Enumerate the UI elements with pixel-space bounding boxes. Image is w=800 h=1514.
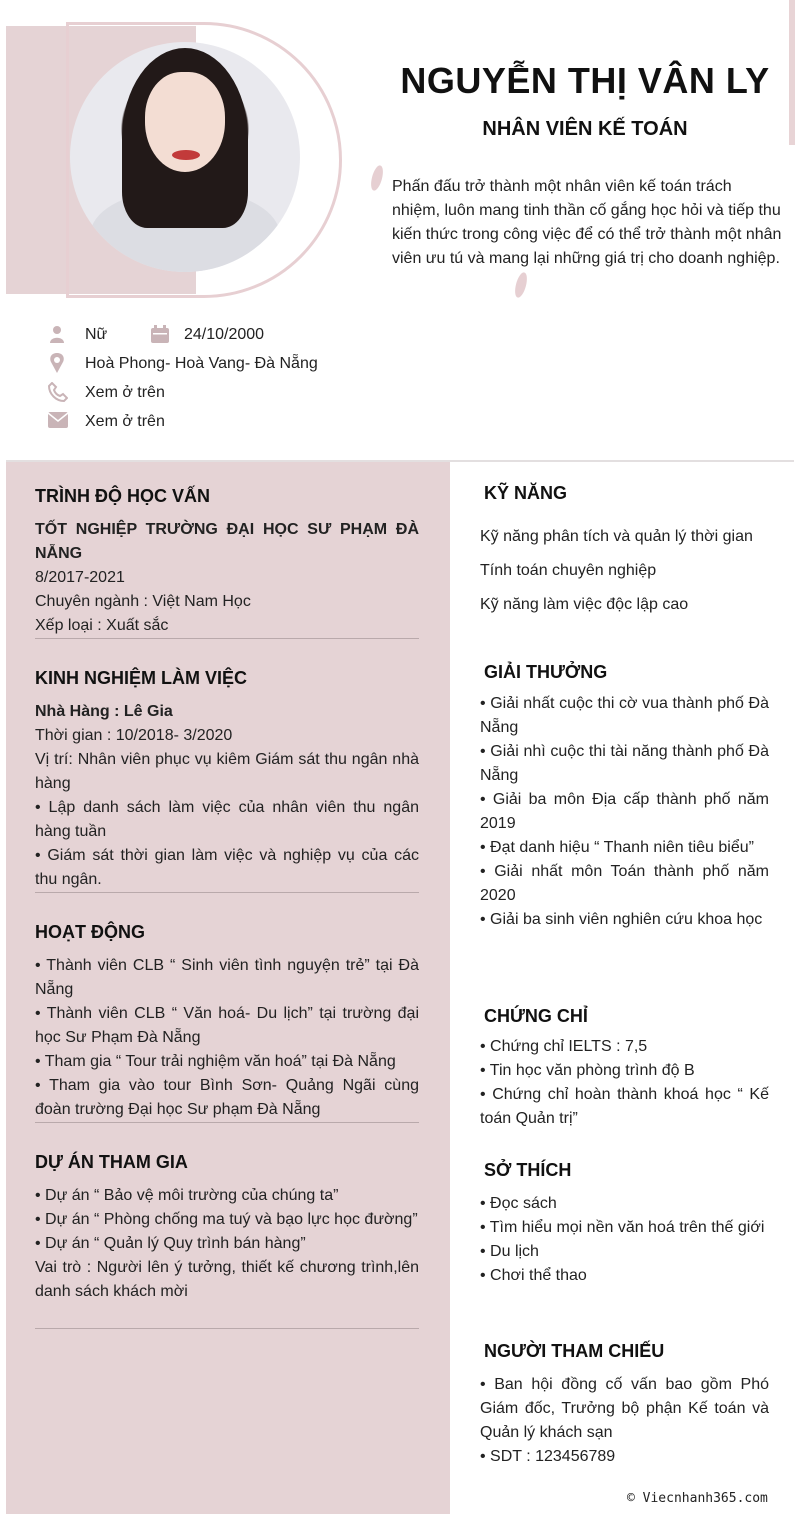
projects-heading: DỰ ÁN THAM GIA: [35, 1152, 188, 1172]
list-item: Kỹ năng phân tích và quản lý thời gian: [480, 528, 753, 545]
experience-company: Nhà Hàng : Lê Gia: [35, 703, 173, 720]
experience-block: [35, 700, 419, 892]
certificates-heading: CHỨNG CHỈ: [484, 1006, 588, 1026]
project-role: Vai trò : Người lên ý tưởng, thiết kế chương trình,lên danh sách khách mời: [35, 1259, 419, 1300]
education-heading: TRÌNH ĐỘ HỌC VẤN: [35, 486, 210, 506]
location-icon: [48, 353, 66, 371]
email-value: Xem ở trên: [85, 413, 165, 430]
list-item: • Dự án “ Bảo vệ môi trường của chúng ta”: [35, 1187, 339, 1204]
list-item: • Dự án “ Quản lý Quy trình bán hàng”: [35, 1235, 306, 1252]
education-school: TỐT NGHIỆP TRƯỜNG ĐẠI HỌC SƯ PHẠM ĐÀ NẴNG: [35, 521, 419, 562]
list-item: • Giải nhất cuộc thi cờ vua thành phố Đà Nẵng: [480, 695, 769, 736]
footer-credit: © Viecnhanh365.com: [627, 1491, 768, 1506]
list-item: • Chứng chỉ hoàn thành khoá học “ Kế toán Quản trị”: [480, 1086, 769, 1127]
list-item: • Giải nhì cuộc thi tài năng thành phố Đà Nẵng: [480, 743, 769, 784]
list-item: • Tham gia “ Tour trải nghiệm văn hoá” tại Đà Nẵng: [35, 1053, 396, 1070]
projects-list: [35, 1184, 419, 1304]
experience-heading: KINH NGHIỆM LÀM VIỆC: [35, 668, 248, 688]
list-item: • Chứng chỉ IELTS : 7,5: [480, 1038, 648, 1055]
section-divider: [35, 1328, 419, 1329]
skills-heading: KỸ NĂNG: [484, 483, 568, 503]
list-item: • Đạt danh hiệu “ Thanh niên tiêu biểu”: [480, 839, 754, 856]
references-heading: NGƯỜI THAM CHIẾU: [484, 1341, 665, 1361]
phone-icon: [48, 382, 66, 400]
experience-duty: • Giám sát thời gian làm việc và nghiệp vụ của các thu ngân.: [35, 847, 419, 888]
activities-list: [35, 954, 419, 1122]
list-item: • Chơi thể thao: [480, 1267, 587, 1284]
list-item: • Tìm hiểu mọi nền văn hoá trên thế giới: [480, 1219, 765, 1236]
email-icon: [48, 412, 66, 430]
experience-duty: • Lập danh sách làm việc của nhân viên thu ngân hàng tuần: [35, 799, 419, 840]
person-icon: [48, 325, 66, 343]
list-item: • Đọc sách: [480, 1195, 557, 1212]
phone-value: Xem ở trên: [85, 384, 165, 401]
list-item: Tính toán chuyên nghiệp: [480, 562, 657, 579]
list-item: • SDT : 123456789: [480, 1448, 616, 1465]
skills-list: [480, 525, 769, 617]
list-item: • Ban hội đồng cố vấn bao gồm Phó Giám đốc, Trưởng bộ phận Kế toán và Quản lý khách sạn: [480, 1376, 769, 1441]
list-item: • Thành viên CLB “ Sinh viên tình nguyện trẻ” tại Đà Nẵng: [35, 957, 419, 998]
list-item: • Dự án “ Phòng chống ma tuý và bạo lực học đường”: [35, 1211, 418, 1228]
calendar-icon: [150, 325, 168, 343]
avatar: [70, 42, 300, 272]
awards-heading: GIẢI THƯỞNG: [484, 662, 608, 682]
career-objective: Phấn đấu trở thành một nhân viên kế toán trách nhiệm, luôn mang tinh thần cố gắng học hỏi và tiếp thu kiến thức trong công việc để có thể trở thành một nhân viên ưu tú và mang lại những giá trị cho doanh nghiệp.: [392, 178, 782, 267]
list-item: Kỹ năng làm việc độc lập cao: [480, 596, 689, 613]
hobbies-heading: SỞ THÍCH: [484, 1160, 572, 1180]
job-title: NHÂN VIÊN KẾ TOÁN: [482, 118, 688, 140]
section-divider: [35, 638, 419, 639]
gender-value: Nữ: [85, 326, 108, 343]
education-grade: Xếp loại : Xuất sắc: [35, 617, 169, 634]
list-item: • Giải nhất môn Toán thành phố năm 2020: [480, 863, 769, 904]
list-item: • Tham gia vào tour Bình Sơn- Quảng Ngãi cùng đoàn trường Đại học Sư phạm Đà Nẵng: [35, 1077, 419, 1118]
section-divider: [35, 892, 419, 893]
section-divider: [35, 1122, 419, 1123]
list-item: • Giải ba môn Địa cấp thành phố năm 2019: [480, 791, 769, 832]
certificates-list: [480, 1035, 769, 1131]
quote-close-icon: [513, 271, 529, 299]
list-item: • Giải ba sinh viên nghiên cứu khoa học: [480, 911, 763, 928]
awards-list: [480, 692, 769, 932]
activities-heading: HOẠT ĐỘNG: [35, 922, 145, 942]
hobbies-list: [480, 1192, 769, 1288]
education-period: 8/2017-2021: [35, 569, 125, 586]
experience-position: Vị trí: Nhân viên phục vụ kiêm Giám sát thu ngân nhà hàng: [35, 751, 419, 792]
list-item: • Thành viên CLB “ Văn hoá- Du lịch” tại trường đại học Sư Phạm Đà Nẵng: [35, 1005, 419, 1046]
experience-time: Thời gian : 10/2018- 3/2020: [35, 727, 233, 744]
birthday-value: 24/10/2000: [184, 326, 265, 343]
education-block: [35, 518, 419, 638]
quote-open-icon: [369, 164, 385, 192]
references-list: [480, 1373, 769, 1469]
candidate-name: NGUYỄN THỊ VÂN LY: [400, 60, 770, 101]
list-item: • Tin học văn phòng trình độ B: [480, 1062, 695, 1079]
education-major: Chuyên ngành : Việt Nam Học: [35, 593, 251, 610]
list-item: • Du lịch: [480, 1243, 539, 1260]
address-value: Hoà Phong- Hoà Vang- Đà Nẵng: [85, 355, 318, 372]
